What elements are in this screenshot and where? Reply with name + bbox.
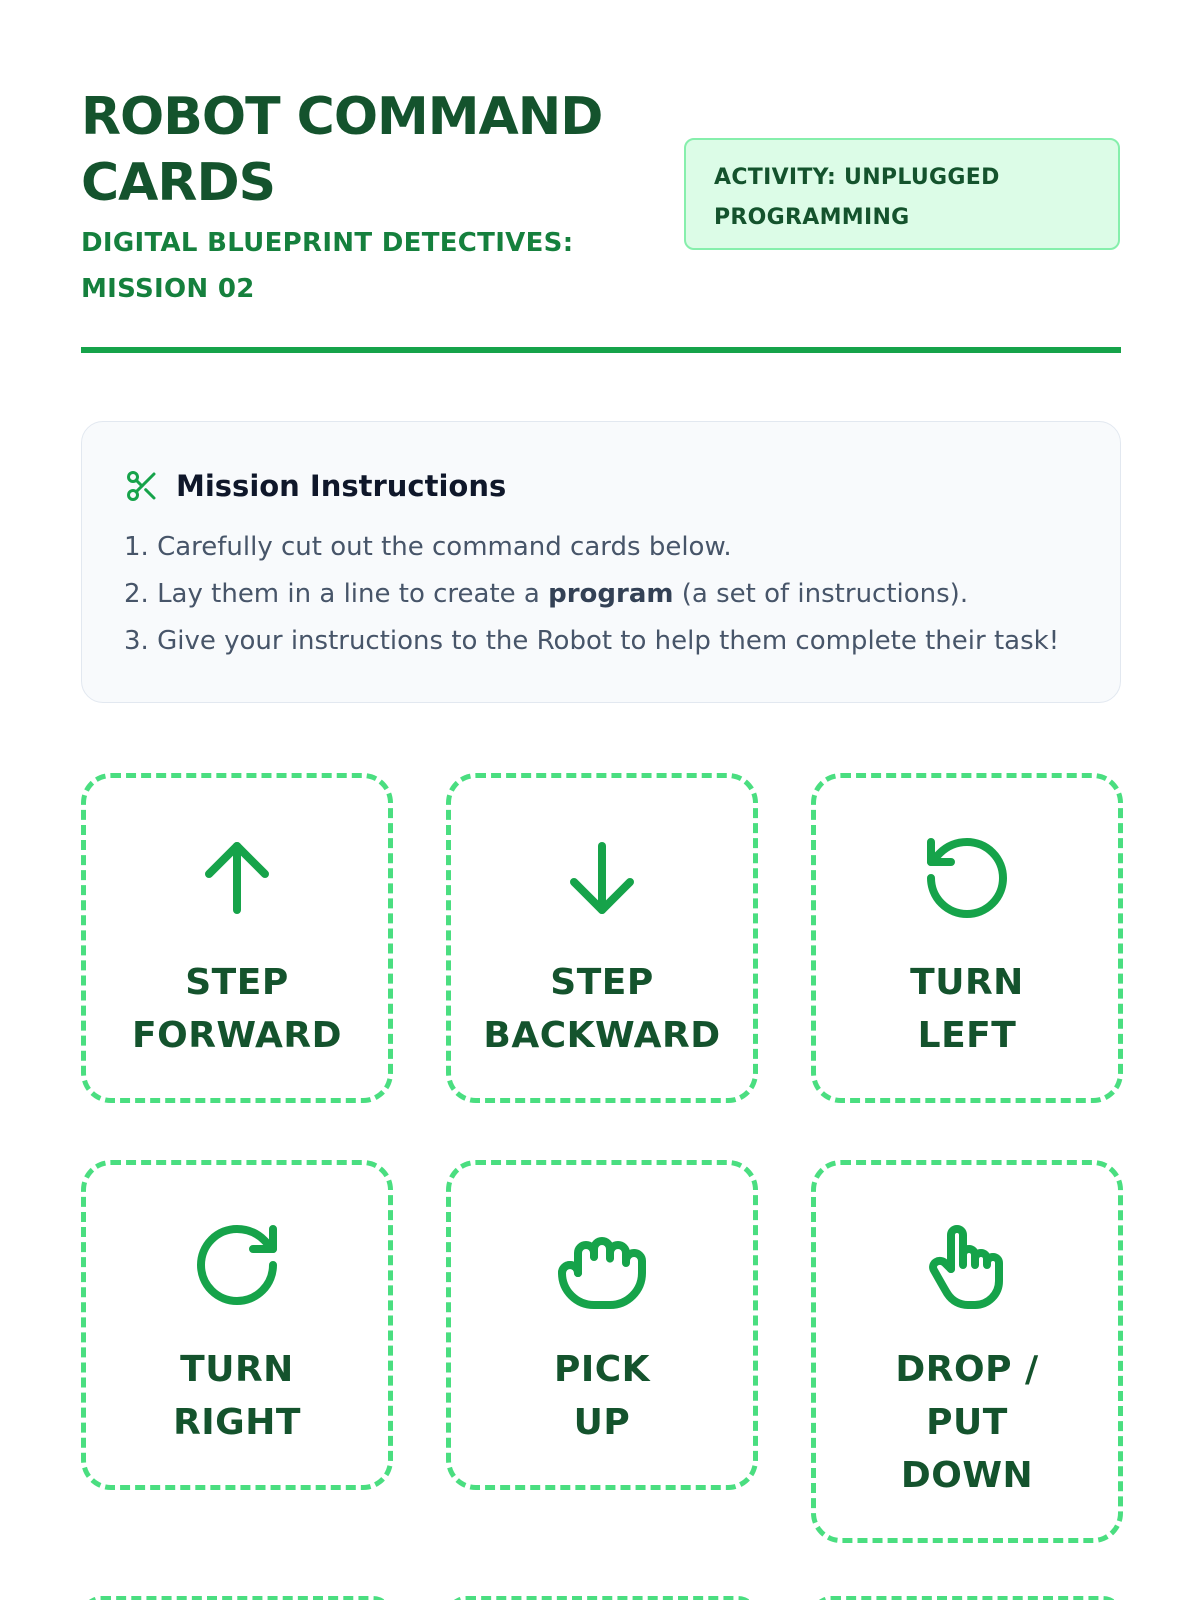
rotate-left-icon — [919, 830, 1015, 926]
scissors-icon — [124, 468, 160, 504]
instruction-step-1: 1. Carefully cut out the command cards below. — [124, 532, 732, 562]
instruction-step-2 — [124, 571, 1078, 618]
command-card-partial[interactable] — [446, 1596, 758, 1600]
arrow-down-icon — [554, 830, 650, 926]
page-subtitle: DIGITAL BLUEPRINT DETECTIVES: MISSION 02 — [81, 228, 574, 304]
command-card-drop-put-down[interactable] — [811, 1160, 1123, 1543]
grab-hand-icon — [554, 1217, 650, 1313]
instruction-step-3: 3. Give your instructions to the Robot to help them complete their task! — [124, 626, 1060, 656]
rotate-right-icon — [189, 1217, 285, 1313]
instructions-heading — [124, 462, 1078, 510]
header-divider — [81, 347, 1121, 353]
arrow-up-icon — [189, 830, 285, 926]
command-card-step-forward[interactable] — [81, 773, 393, 1103]
mission-instructions-panel — [81, 421, 1121, 703]
command-card-partial[interactable] — [811, 1596, 1123, 1600]
card-label: TURN LEFT — [910, 962, 1024, 1056]
command-card-partial[interactable] — [81, 1596, 393, 1600]
command-card-step-backward[interactable] — [446, 773, 758, 1103]
card-label: STEP FORWARD — [132, 962, 342, 1056]
card-label: STEP BACKWARD — [483, 962, 721, 1056]
instructions-list — [124, 524, 1078, 665]
open-hand-icon — [919, 1217, 1015, 1313]
instructions-title: Mission Instructions — [176, 469, 507, 503]
card-label: TURN RIGHT — [173, 1349, 301, 1443]
card-label: DROP / PUT DOWN — [895, 1349, 1039, 1496]
program-term: program — [548, 579, 674, 609]
card-label: PICK UP — [553, 1349, 651, 1443]
command-card-turn-left[interactable] — [811, 773, 1123, 1103]
instruction-step-2-end: (a set of instructions). — [673, 579, 969, 609]
page-title: ROBOT COMMAND CARDS — [81, 87, 603, 213]
activity-badge: ACTIVITY: UNPLUGGED PROGRAMMING — [684, 138, 1120, 250]
command-card-turn-right[interactable] — [81, 1160, 393, 1490]
instruction-step-2-start: 2. Lay them in a line to create a — [124, 579, 549, 609]
command-card-pick-up[interactable] — [446, 1160, 758, 1490]
